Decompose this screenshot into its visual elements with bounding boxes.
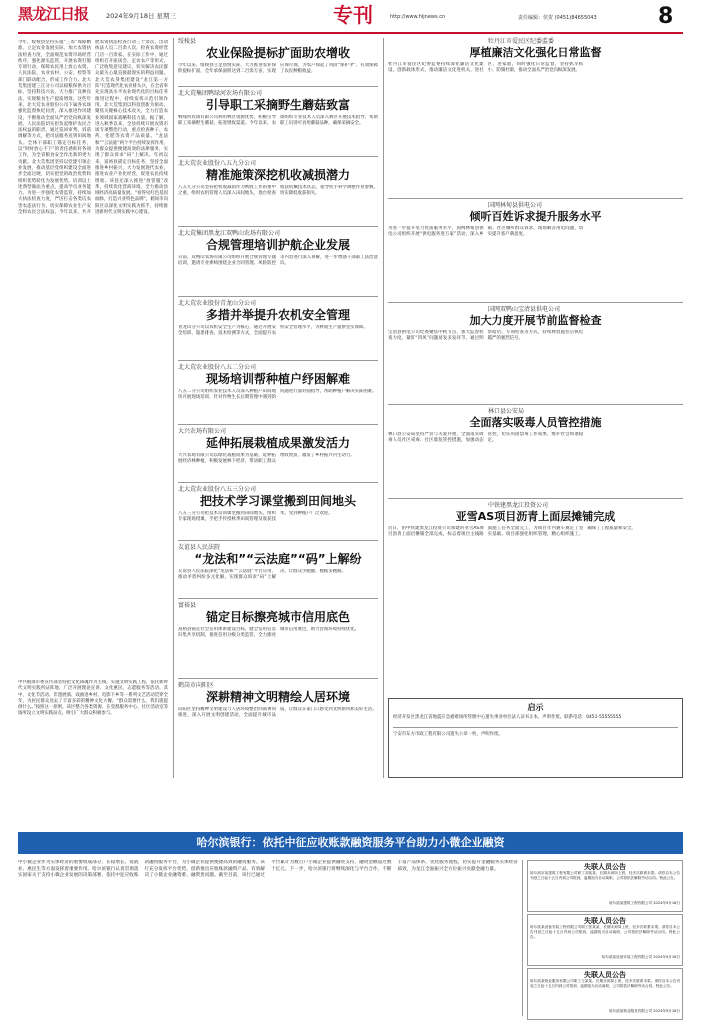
bottom-text: 中小微企业作为实体经济的重要组成部分，在稳增长、促就业、惠民生等方面发挥着重要作用。哈尔滨银行认真贯彻落实国家关于支持小微企业发展的决策部署，依托中征应收账款融资服务平台，为小微企业提供便捷高效的融资服务。该行充分发挥平台优势，创新推出应收账款融资产品，有效解决了小微企业融资难、融资贵问题。截至目前，该行已通过平台累计为数百户小微企业提供融资支持，融资金额超过数十亿元。下一步，哈尔滨银行将继续深化与平台合作，不断丰富产品体系，优化服务流程，切实提升金融服务实体经济质效，为龙江全面振兴全方位振兴贡献金融力量。 [18,860,518,878]
body: 日前，双鸭山农场有限公司组织开展合规管理专题培训，邀请专业律师围绕企业合同管理、风险防控等内容进行深入讲解，进一步增强干部职工法治意识。 [178,254,378,267]
divider [388,404,683,405]
body: 友谊县人民法院深化“龙法和”“云法庭”平台应用，推动矛盾纠纷多元化解，实现群众诉求“码”上解决，让群众少跑腿、数据多跑路。 [178,568,346,581]
divider [178,360,378,361]
kicker: 牡丹江市爱民区纪委监委 [488,38,555,45]
body: 八五二分公司组织农业技术人员深入种植户田间地块开展现场培训，针对作物生长后期管理中遇到的问题进行面对面指导，帮助种植户解决实际困难。 [178,388,377,401]
kicker: 林口县公安局 [488,408,525,415]
ads-column [527,860,683,1020]
notice-box [388,698,683,778]
divider [388,198,683,199]
kicker: 富裕县 [178,602,197,609]
ad-3 [527,968,683,1020]
body: 宝清县供电公司纪委聚焦中秋节点，加大监督检查力度，紧盯“四风”问题易发多发环节，通过明察暗访、专项检查等方式，持续释放越往后执纪越严的强烈信号。 [388,329,584,341]
divider [178,678,378,679]
headline: 合规管理培训护航企业发展 [205,238,350,252]
newspaper-logo: 黑龙江日报 [18,5,89,23]
article-4 [178,230,378,293]
body: 富裕县锚定社会信用体系建设目标，健全信用信息归集共享机制，推进信用分级分类监管，全力擦亮城市信用底色，助力营商环境持续优化。 [178,626,360,639]
body: 林口县公安局坚持严管与关爱并重，全面落实吸毒人员社区戒毒、社区康复管控措施，加强动态管控，切实巩固禁毒工作成果，维护社会和谐稳定。 [388,431,584,443]
kicker: 国网双鸭山宝清县供电公司 [488,306,561,313]
kicker: 北大荒集团鸭绿河农场有限公司 [178,90,263,97]
article-3 [178,160,378,223]
article-2 [178,90,378,153]
article-1 [178,38,378,83]
col2 [178,38,378,778]
body: 近日，由中铁建黑龙江投资公司承建的亚雪AS项目沥青上面层摊铺全部完成，标志着项目主线路面施工任务全面完工，为项目年内通车奠定了坚实基础。项目部强化组织管理，精心组织施工，确保了工程质量和安全。 [388,525,636,537]
article-8 [178,486,378,537]
ad-title: 失联人员公告 [584,971,626,979]
divider [178,156,378,157]
col1-text: 今年，绥棱县坚持实施“三农”保障精准，立足农业发展实际，加大农资执法检查力度，全面规范农资市场经营秩序，强化源头监管，开展农资打假专项行动，保障农民用上放心农资。人民法院、农业农村、公安、检察等部门联动配合，形成工作合力。北大荒集团建三江分公司以稳粮保供为目标，坚持科技兴农，大力推广良种良法，实现粮食生产提质增效。这些年来，北大荒农业股份公司下属各农场强化监督执纪问责，深入推进作风建设，不断推动全面从严治党向纵深发展。人民法院切实担负起维护农民合法权益的职责，通过巡回审判、诉前调解等方式，把司法服务送到田间地头。全体干部职工锚定目标任务，以“时时放心不下”的责任感抓好各项工作，为全省粮食安全作出新的更大贡献。北大荒集团坚持以党建引领企业发展，推动基层党组织建设全面进步全面过硬，切实把党的政治优势和组织优势转化为发展优势。培训以上述典型做法为重点，提高学员业务能力。为进一步强化农资监管，持续加大执法检查力度，严厉打击各类坑农害农违法行为，切实保障农业生产安全和农民合法权益。今年以来，共开展农资执法检查行动三十余次，出动执法人员二百余人次，检查农资经营门店一百余家。在实际工作中，通过组织召开座谈会、走访农户等形式，广泛收集意见建议，切实解决农民群众最关心最直接最现实的利益问题。北大荒农垦集团建设“龙江第一方阵”打造现代化农业排头兵，在全省率先实现高水平农业现代化的目标任务推进过程中，持续发挥示范引领作用。北大荒集团以科技创新为驱动，聚焦关键核心技术攻关，全力打造农业领域国家战略科技力量。据了解，进入秋季以来，全县持续开展农资市场专项整治行动，重点检查种子、农药、化肥等农资产品质量。“龙法和”“云法庭”两个平台持续发挥作用，为群众提供便捷高效的法律服务，实现了群众诉求“码”上解决。年初以来，富裕县锚定目标任务，坚持全面推进乡村振兴，大力发展现代农业，推进农业产业化经营，促进农民持续增收。该县还深入推进“放管服”改革，持续优化营商环境，全力推动县域经济高质量发展。“看得见红色基因血脉，打造兴业特色品牌”，鹤岗市向阳区以深化文明实践为抓手，持续推进新时代文明实践中心建设。 [18,40,168,216]
headline: 延伸拓展栽植成果激发活力 [205,436,350,450]
headline: 现场培训帮种植户纾困解难 [205,372,350,386]
headline: 全面落实吸毒人员管控措施 [469,416,602,429]
masthead-web[interactable]: http://www.hljnews.cn [390,14,446,20]
notice-title: 启示 [527,703,544,712]
ad-text: 哈尔滨市某建筑工程有限公司职工刘某某，长期未到岗上班，经多次联系未果。请你自本公告刊登之日起十五日内到公司报到，逾期视为自动离职，公司将依法解除劳动合同。特此公告。 [530,871,680,881]
headline: 农业保险提标扩面助农增收 [205,46,350,60]
divider [383,38,384,778]
ad-title: 失联人员公告 [584,917,626,925]
article-5 [178,300,378,357]
divider [522,860,523,1016]
ad-footer: 哈尔滨某设备安装工程有限公司 2024年9月18日 [601,955,680,960]
body: 青龙山分公司以农机安全生产为核心，通过开展安全培训、隐患排查、技术检测等方式，全面提升农机安全管理水平，为秋收生产提供坚实保障。 [178,324,368,337]
notice-text: 经济开发区黑龙江省地震应急避难场所管理中心遗失事业单位法人证书正本，声明作废。联系电话：0451-55555555 [393,715,622,721]
kicker: 鹤岗市向阳区 [178,682,215,689]
divider [388,498,683,499]
kicker: 北大荒集团黑龙江双鸭山农场有限公司 [178,230,281,237]
page-number: 8 [658,4,674,29]
kicker: 大兴农场有限公司 [178,428,227,435]
divider [178,226,378,227]
divider [178,482,378,483]
body: 八五九分公司坚持把机收减损作为秋收工作的重中之重，组织农机管理人员深入田间地头，逐台检查收获机械技术状态，指导机手科学调整作业参数，切实降低收获损失。 [178,184,378,197]
article-right-4 [388,408,683,494]
masthead-date: 2024年9月18日 星期三 [106,12,177,20]
article-right-3 [388,306,683,400]
masthead-rule [18,32,683,34]
kicker: 北大荒农业股份八五二分公司 [178,364,257,371]
divider [178,424,378,425]
ad-footer: 哈尔滨某物业服务有限公司 2024年9月18日 [608,1009,680,1014]
headline: 把技术学习课堂搬到田间地头 [199,494,356,508]
body: 为进一步提升电力优质服务水平，国网林甸县供电公司组织开展“供电服务进万家”活动，深入乡镇、社区倾听群众诉求，现场解答用电问题，切实提升客户满意度。 [388,225,584,237]
kicker: 北大荒农业股份青龙山分公司 [178,300,257,307]
kicker: 友谊县人民法院 [178,544,221,551]
headline: 深耕精神文明精绘人居环境 [205,690,350,704]
banner [18,832,683,854]
article-6 [178,364,378,421]
headline: “龙法和”“云法庭”“码”上解纷 [194,552,362,566]
headline: 倾听百姓诉求提升服务水平 [469,210,602,223]
kicker: 北大荒农业股份八五三分公司 [178,486,257,493]
ad-footer: 哈尔滨某建筑工程有限公司 2024年9月18日 [608,901,680,906]
divider [173,38,174,778]
ad-2 [527,914,683,966]
article-7 [178,428,378,479]
article-10 [178,602,378,671]
body: 今年以来，绥棱县立足县情实际，大力推进农业保险提标扩面，全年承保面积达到二百余万亩，实现应保尽保，为农户撑起了风险“保护伞”，有效保障了农民种粮收益。 [178,62,378,75]
notice-text-2: 宁安市东方市政工程有限公司遗失公章一枚，声明作废。 [393,727,678,738]
masthead [18,4,683,32]
divider [178,86,378,87]
kicker: 国网林甸县供电公司 [488,202,543,209]
article-9 [178,544,378,595]
ad-1 [527,860,683,912]
body: 大兴农场有限公司以绿化栽植成果为基础，延伸拓展经济林种植，积极发展林下经济，带动职工群众增收致富，激发了乡村振兴内生动力。 [178,452,355,465]
body: 牡丹江市爱民区纪委监委持续深化廉洁文化建设，创新载体形式，推动廉洁文化进机关、进社区、进家庭，同时强化日常监督，坚持抓早抓小、防微杜渐，推动全面从严治党向纵深发展。 [388,61,584,73]
body: 八五三分公司把技术培训课堂搬到田间地头，组织专家现场授课，手把手传授秋季田间管理及收获技术，受到种植户广泛欢迎。 [178,510,333,523]
article-11 [178,682,378,767]
ad-text: 哈尔滨某物业服务有限公司职工王某某，长期未到岗上班，经多次联系未果。请你自本公告刊登之日起十五日内到公司报到，逾期视为自动离职，公司将依法解除劳动合同。特此公告。 [530,979,680,989]
article-right-1 [388,38,683,192]
masthead-editor: 责任编辑：侯贺 (0451)84655043 [518,15,597,21]
divider [178,296,378,297]
headline: 锚定目标擦亮城市信用底色 [205,610,350,624]
kicker: 北大荒农业股份八五九分公司 [178,160,257,167]
ad-text: 哈尔滨某设备安装工程有限公司职工张某某，长期未到岗上班，经多次联系未果。请你自本公告刊登之日起十五日内到公司报到，逾期视为自动离职，公司将依法解除劳动合同。特此公告。 [530,925,680,940]
divider [388,302,683,303]
edition-title: 专刊 [333,3,373,27]
headline: 加大力度开展节前监督检查 [469,314,602,327]
kicker: 绥棱县 [178,38,197,45]
article-right-2 [388,202,683,296]
divider [178,540,378,541]
headline: 精准施策深挖机收减损潜力 [205,168,350,182]
col3 [388,38,683,778]
body: 鸭绿河农场有限公司利用林区资源优势，积极引导职工采摘野生蘑菇，拓宽增收渠道。今年以来，农场组织专业技术人员深入林区开展技术指导，帮助职工识别可食用蘑菇品种，确保采摘安全。 [178,114,378,127]
body: 向阳区坚持精神文明建设与人居环境整治同部署同推进，深入开展文明创建活动，全面提升城市品质，让群众在家门口感受到文明新风和美好生活。 [178,706,377,719]
headline: 多措并举提升农机安全管理 [205,308,350,322]
divider [178,598,378,599]
headline: 亚雪AS项目沥青上面层摊铺完成 [455,510,616,523]
col1-text2: 中共鹤岗市委宣传部坚持把文化铸魂作为主线，实施文明实践工程，依托新时代文明实践所站阵地，广泛开展理论宣讲、文化惠民、志愿服务等活动。其中，文化节活动、非遗展演、戏曲进乡村、电影下乡等一系列文艺活动贯穿全年，为居民群众送去了丰富多彩的精神文化大餐。“群众需要什么，我们就提供什么。”按照这一原则，该区整合各类资源，在党群服务中心、社区活动室等场所设立文明实践站点，吸引广大群众积极参与。 [18,680,168,717]
ad-title: 失联人员公告 [584,863,626,871]
headline: 厚植廉洁文化强化日常监督 [469,46,602,59]
kicker: 中铁建黑龙江投资公司 [488,502,549,509]
article-right-5 [388,502,683,694]
banner-title: 哈尔滨银行：依托中征应收账款融资服务平台助力小微企业融资 [196,835,505,849]
headline: 引导职工采摘野生蘑菇致富 [205,98,350,112]
